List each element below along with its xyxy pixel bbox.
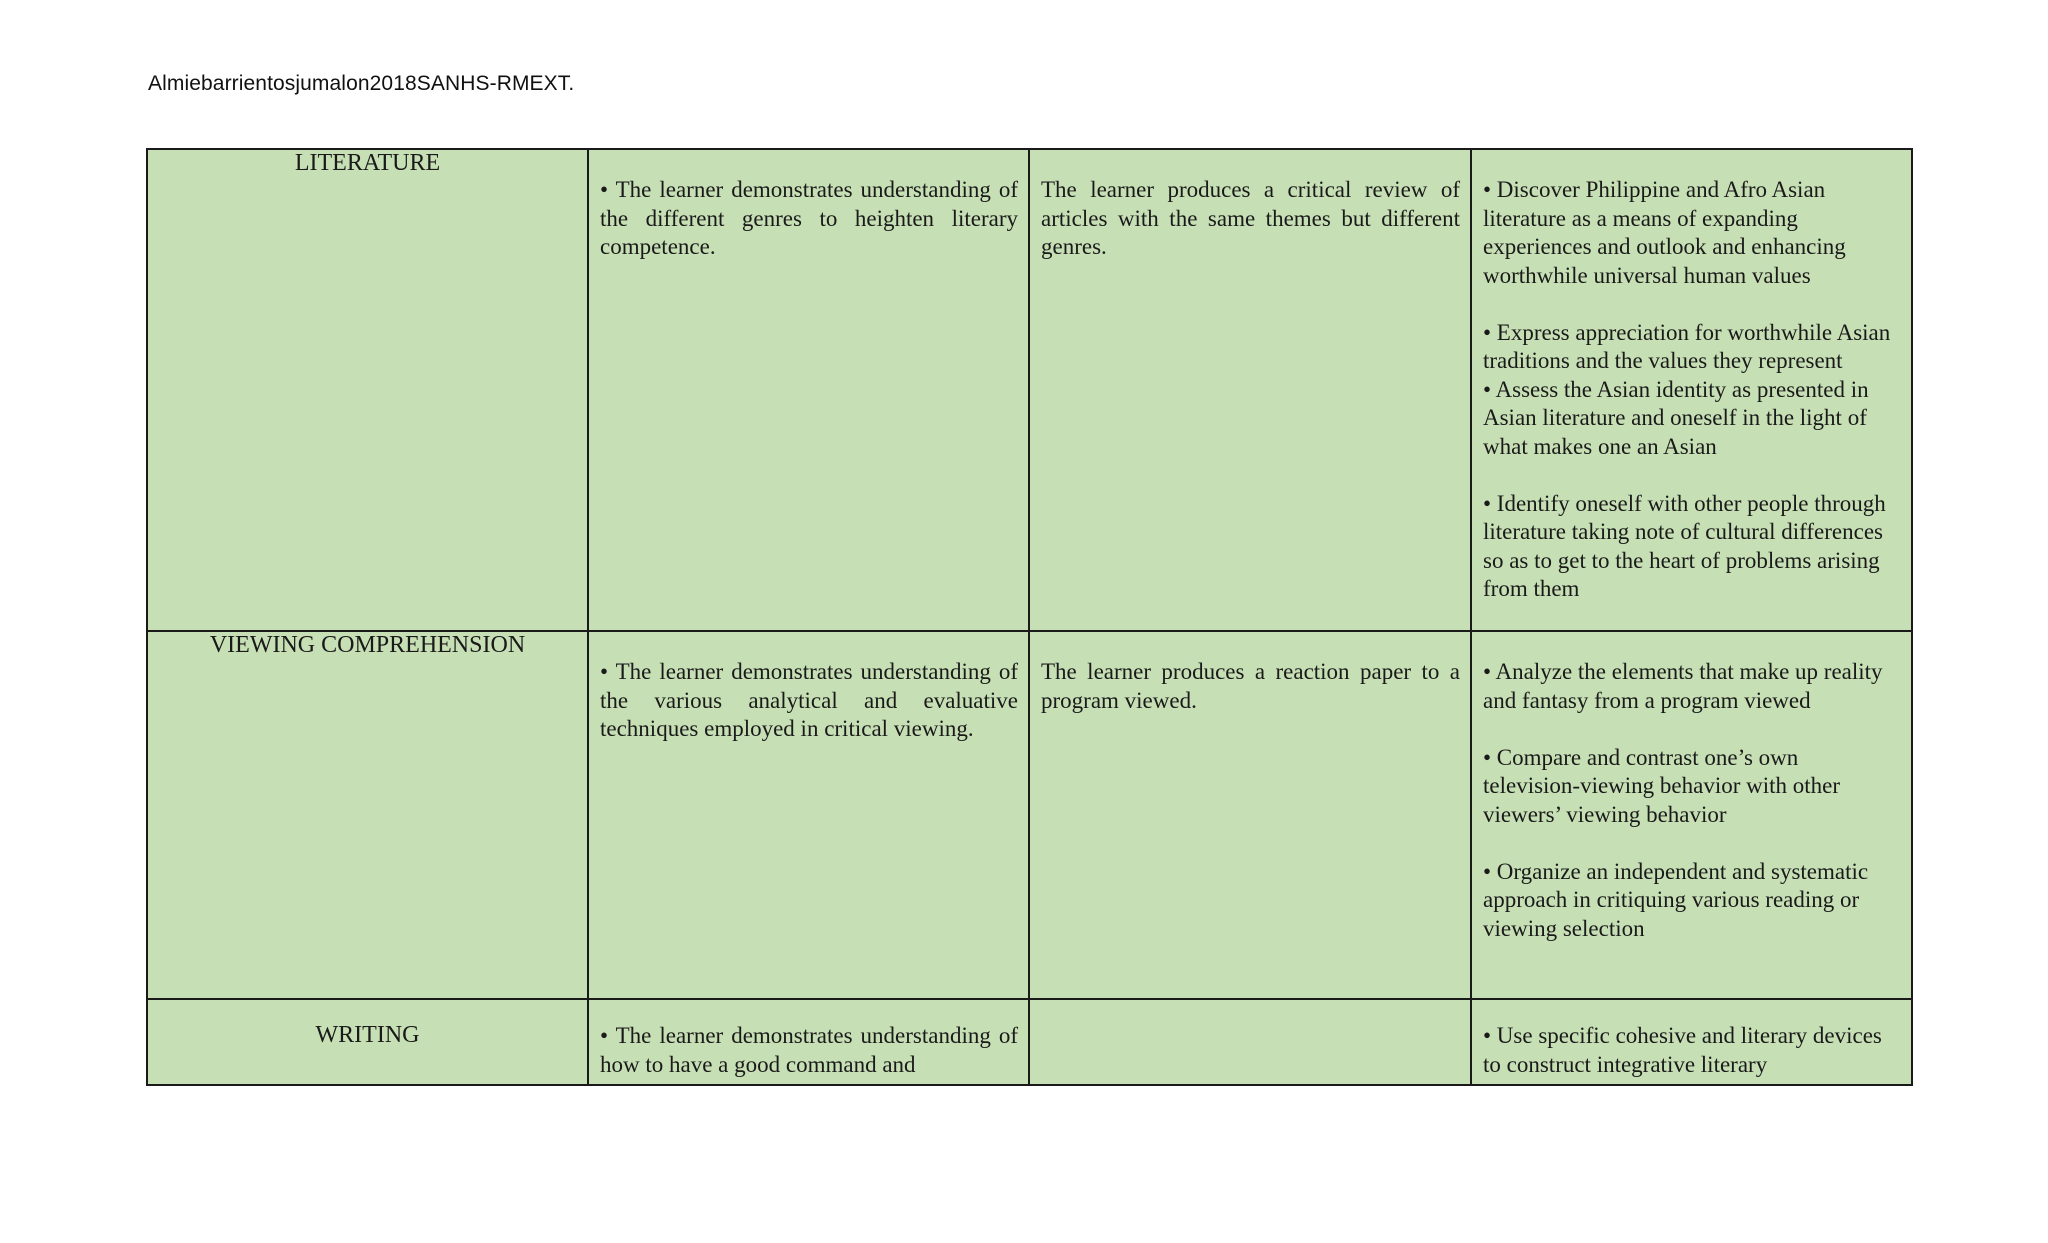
competencies-cell	[1471, 999, 1912, 1085]
list-item: • Organize an independent and systematic approach in critiquing various reading or viewing selection	[1483, 858, 1869, 941]
performance-standard-cell	[1029, 149, 1471, 631]
domain-label: WRITING	[315, 1022, 420, 1048]
domain-cell	[147, 631, 588, 999]
competencies-cell	[1471, 149, 1912, 631]
content-standard-cell	[588, 631, 1029, 999]
content-standard-cell	[588, 149, 1029, 631]
document-header: Almiebarrientosjumalon2018SANHS-RMEXT.	[148, 72, 575, 95]
performance-standard-text: The learner produces a reaction paper to a program viewed.	[1041, 659, 1460, 713]
competency-list	[1472, 1000, 1911, 1080]
competency-list	[1472, 150, 1911, 604]
performance-standard-cell	[1029, 999, 1471, 1085]
curriculum-table	[146, 148, 1913, 1086]
performance-standard-text	[1030, 1000, 1470, 1022]
domain-cell	[147, 149, 588, 631]
content-standard-text: • The learner demonstrates understanding of how to have a good command and	[600, 1023, 1018, 1077]
list-item: • Use specific cohesive and literary devices to construct integrative literary	[1483, 1023, 1882, 1077]
list-item: • Assess the Asian identity as presented in Asian literature and oneself in the light of what makes one an Asian	[1483, 376, 1869, 459]
competencies-cell	[1471, 631, 1912, 999]
domain-cell	[147, 999, 588, 1085]
table-row	[147, 149, 1912, 631]
competency-list	[1472, 632, 1911, 943]
list-item: • Identify oneself with other people through literature taking note of cultural differences so as to get to the heart of problems arising from them	[1483, 490, 1886, 601]
performance-standard-text: The learner produces a critical review of articles with the same themes but different genres.	[1041, 177, 1460, 259]
list-item: • Analyze the elements that make up reality and fantasy from a program viewed	[1483, 659, 1883, 713]
list-item: • Express appreciation for worthwhile Asian traditions and the values they represent	[1483, 319, 1891, 373]
list-item: • Discover Philippine and Afro Asian literature as a means of expanding experiences and outlook and enhancing worthwhile universal human values	[1483, 177, 1846, 288]
domain-label: LITERATURE	[294, 150, 441, 176]
list-item: • Compare and contrast one’s own television-viewing behavior with other viewers’ viewing behavior	[1483, 744, 1841, 827]
content-standard-text: • The learner demonstrates understanding of the various analytical and evaluative techniques employed in critical viewing.	[600, 659, 1018, 741]
domain-label: VIEWING COMPREHENSION	[209, 632, 526, 658]
table-row	[147, 631, 1912, 999]
table-row	[147, 999, 1912, 1085]
content-standard-text: • The learner demonstrates understanding of the different genres to heighten literary competence.	[600, 177, 1018, 259]
performance-standard-cell	[1029, 631, 1471, 999]
content-standard-cell	[588, 999, 1029, 1085]
